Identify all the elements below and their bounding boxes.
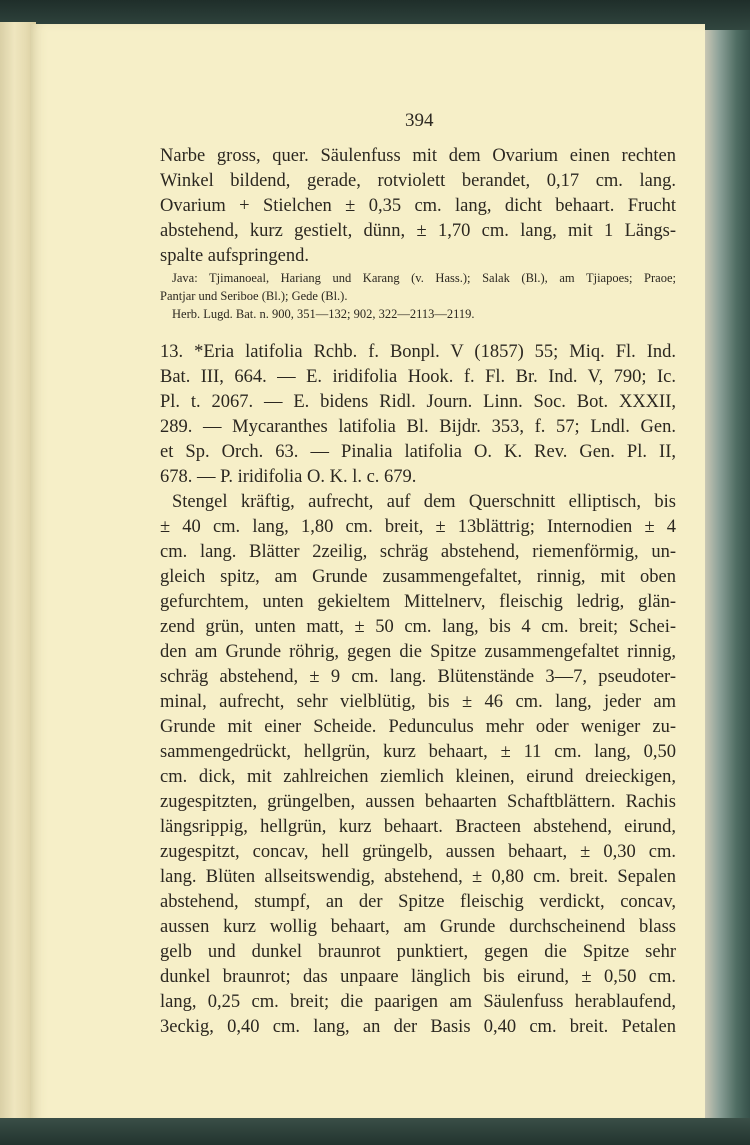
description-line: zugespitzt, concav, hell grüngelb, aussen behaart, ± 0,30 cm. (160, 842, 676, 862)
description-line: 3eckig, 0,40 cm. lang, an der Basis 0,40 cm. breit. Petalen (160, 1017, 676, 1037)
species-heading-line: et Sp. Orch. 63. — Pinalia latifolia O. K. Rev. Gen. Pl. II, (160, 442, 676, 462)
description-line: zugespitzten, grüngelben, aussen behaarten Schaftblättern. Rachis (160, 792, 676, 812)
description-line: sammengedrückt, hellgrün, kurz behaart, ± 11 cm. lang, 0,50 (160, 742, 676, 762)
book-fore-edge (705, 30, 750, 1125)
description-line: aussen kurz wollig behaart, am Grunde durchscheinend blass (160, 917, 676, 937)
species-heading-line: 678. — P. iridifolia O. K. l. c. 679. (160, 467, 417, 487)
description-line: den am Grunde röhrig, gegen die Spitze zusammengefaltet rinnig, (160, 642, 676, 662)
herbarium-line: Herb. Lugd. Bat. n. 900, 351—132; 902, 322—2113—2119. (172, 307, 475, 321)
description-line: schräg abstehend, ± 9 cm. lang. Blütenstände 3—7, pseudoter- (160, 667, 676, 687)
description-line: Stengel kräftig, aufrecht, auf dem Querschnitt elliptisch, bis (172, 492, 676, 512)
description-line: gelb und dunkel braunrot punktiert, gegen die Spitze sehr (160, 942, 676, 962)
description-line: lang. Blüten allseitswendig, abstehend, ± 0,80 cm. breit. Sepalen (160, 867, 676, 887)
description-line: dunkel braunrot; das unpaare länglich bis eirund, ± 0,50 cm. (160, 967, 676, 987)
description-line: gleich spitz, am Grunde zusammengefaltet, rinnig, mit oben (160, 567, 676, 587)
species-heading-line: 289. — Mycaranthes latifolia Bl. Bijdr. 353, f. 57; Lndl. Gen. (160, 417, 676, 437)
description-line: zend grün, unten matt, ± 50 cm. lang, bis 4 cm. breit; Schei- (160, 617, 676, 637)
description-line: ± 40 cm. lang, 1,80 cm. breit, ± 13blättrig; Internodien ± 4 (160, 517, 676, 537)
text-line: Narbe gross, quer. Säulenfuss mit dem Ovarium einen rechten (160, 146, 676, 166)
description-line: abstehend, stumpf, an der Spitze fleischig verdickt, concav, (160, 892, 676, 912)
description-line: minal, aufrecht, sehr vielblütig, bis ± 46 cm. lang, jeder am (160, 692, 676, 712)
species-heading-line: Pl. t. 2067. — E. bidens Ridl. Journ. Linn. Soc. Bot. XXXII, (160, 392, 676, 412)
description-line: lang, 0,25 cm. breit; die paarigen am Säulenfuss herablaufend, (160, 992, 676, 1012)
locality-line: Pantjar und Seriboe (Bl.); Gede (Bl.). (160, 289, 348, 303)
text-line: spalte aufspringend. (160, 246, 309, 266)
description-line: längsrippig, hellgrün, kurz behaart. Bracteen abstehend, eirund, (160, 817, 676, 837)
description-line: gefurchtem, unten gekieltem Mittelnerv, fleischig ledrig, glän- (160, 592, 676, 612)
description-line: Grunde mit einer Scheide. Pedunculus mehr oder weniger zu- (160, 717, 676, 737)
book-bottom-edge (0, 1118, 750, 1145)
species-heading-line: Bat. III, 664. — E. iridifolia Hook. f. Fl. Br. Ind. V, 790; Ic. (160, 367, 676, 387)
description-line: cm. dick, mit zahlreichen ziemlich kleinen, eirund dreieckigen, (160, 767, 676, 787)
text-line: Winkel bildend, gerade, rotviolett berandet, 0,17 cm. lang. (160, 171, 676, 191)
species-heading-line: 13. *Eria latifolia Rchb. f. Bonpl. V (1857) 55; Miq. Fl. Ind. (160, 342, 676, 362)
text-line: abstehend, kurz gestielt, dünn, ± 1,70 cm. lang, mit 1 Längs- (160, 221, 676, 241)
description-line: cm. lang. Blätter 2zeilig, schräg abstehend, riemenförmig, un- (160, 542, 676, 562)
text-line: Ovarium + Stielchen ± 0,35 cm. lang, dicht behaart. Frucht (160, 196, 676, 216)
locality-line: Java: Tjimanoeal, Hariang und Karang (v. Hass.); Salak (Bl.), am Tjiapoes; Praoe; (172, 271, 676, 285)
page-number: 394 (405, 110, 434, 131)
